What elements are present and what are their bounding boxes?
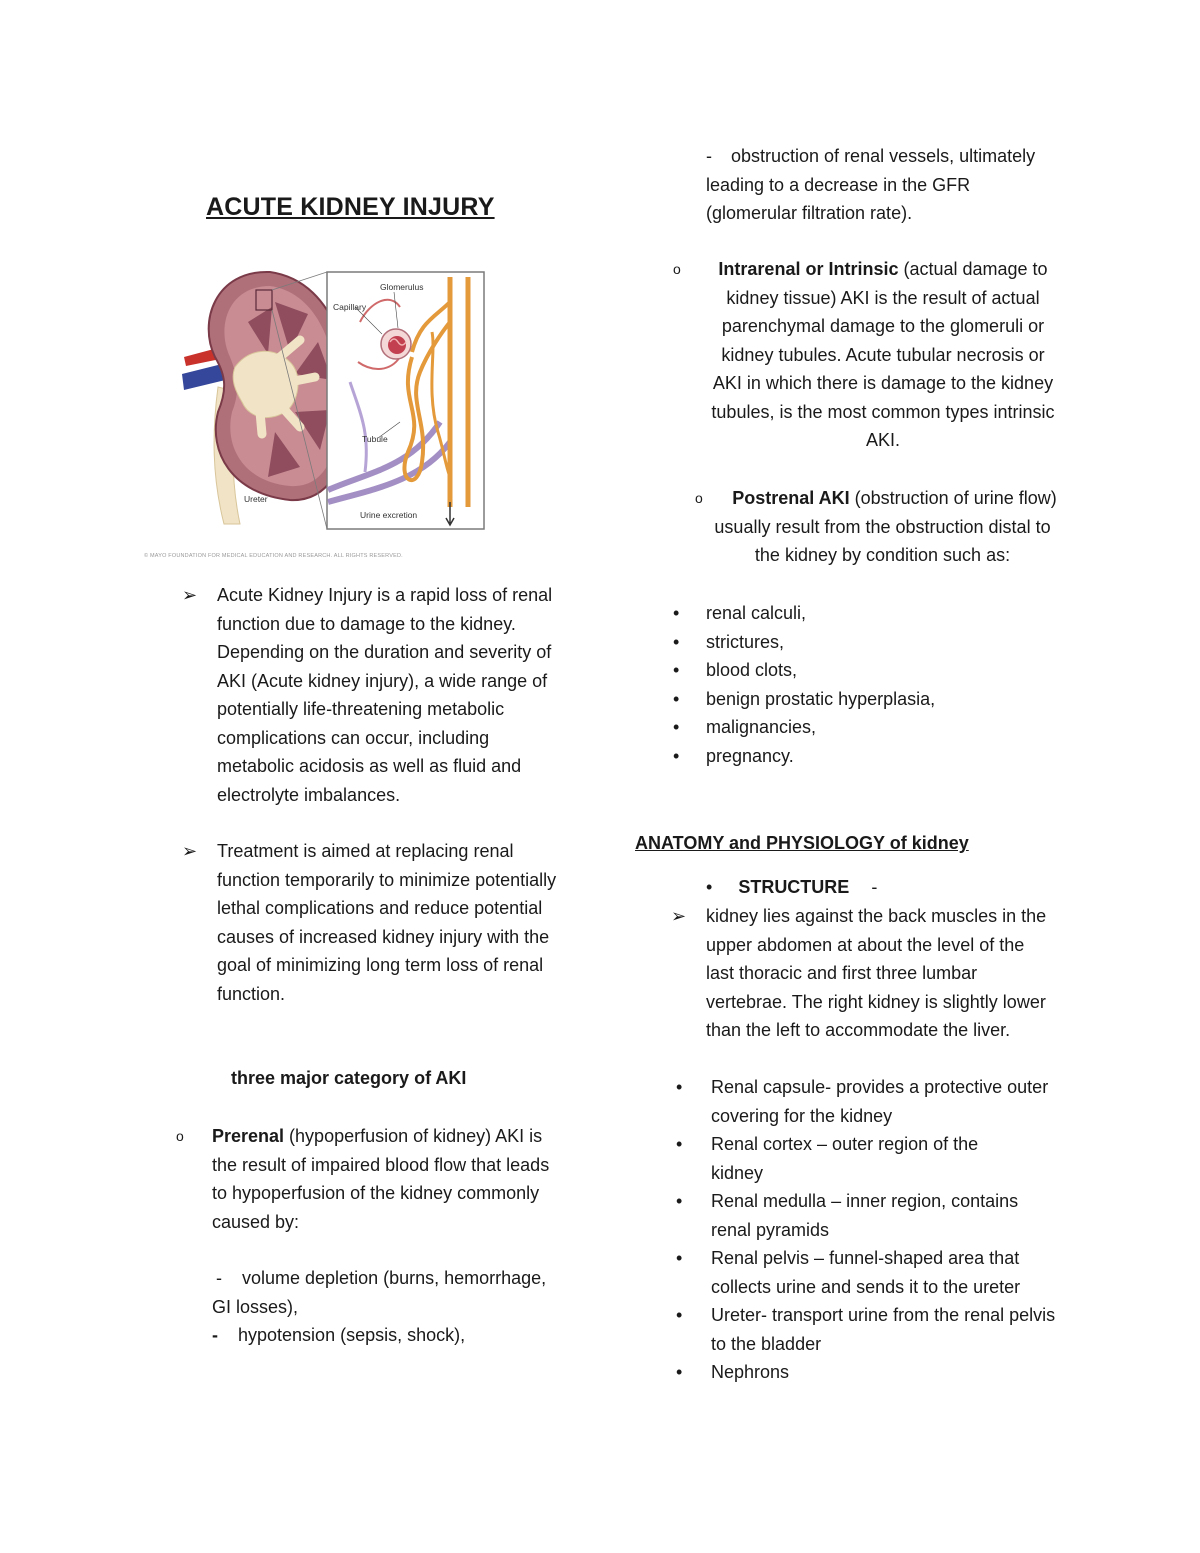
intrarenal-text: (actual damage to kidney tissue) AKI is the result of actual parenchymal damage to the glomeruli or kidney tubules. Acute tubular necrosis or AKI in which there is damage to the kidney tubules, is the most common types intrinsic AKI. — [711, 259, 1055, 450]
arrow-bullet-icon: ➢ — [671, 906, 687, 926]
urine-excretion-label: Urine excretion — [360, 510, 418, 520]
glomerulus-label: Glomerulus — [380, 282, 424, 292]
circle-bullet-icon: o — [673, 261, 681, 277]
category-heading: three major category of AKI — [231, 1068, 467, 1088]
kidney-illustration — [150, 262, 495, 562]
ureter-label: Ureter — [244, 494, 268, 504]
capillary-label: Capillary — [333, 302, 367, 312]
tubule-label: Tubule — [362, 434, 388, 444]
prerenal-text: (hypoperfusion of kidney) AKI is the result of impaired blood flow that leads to hypoperfusion of the kidney commonly caused by: — [212, 1126, 550, 1232]
postrenal-term: Postrenal AKI — [732, 488, 850, 508]
arrow-bullet-icon: ➢ — [182, 585, 198, 605]
circle-bullet-icon: o — [176, 1128, 184, 1144]
structure-heading: • STRUCTURE - — [706, 877, 878, 897]
figure-copyright: © MAYO FOUNDATION FOR MEDICAL EDUCATION AND RESEARCH. ALL RIGHTS RESERVED. — [144, 553, 403, 559]
prerenal-term: Prerenal — [212, 1126, 285, 1146]
page-title: ACUTE KIDNEY INJURY — [206, 193, 495, 221]
arrow-bullet-icon: ➢ — [182, 841, 198, 861]
intrarenal-term: Intrarenal or Intrinsic — [718, 259, 899, 279]
postrenal-text: (obstruction of urine flow) usually result from the obstruction distal to the kidney by condition such as: — [714, 488, 1057, 565]
anatomy-heading: ANATOMY and PHYSIOLOGY of kidney — [635, 833, 969, 853]
circle-bullet-icon: o — [695, 490, 703, 506]
kidney-anatomy-figure — [150, 262, 495, 562]
